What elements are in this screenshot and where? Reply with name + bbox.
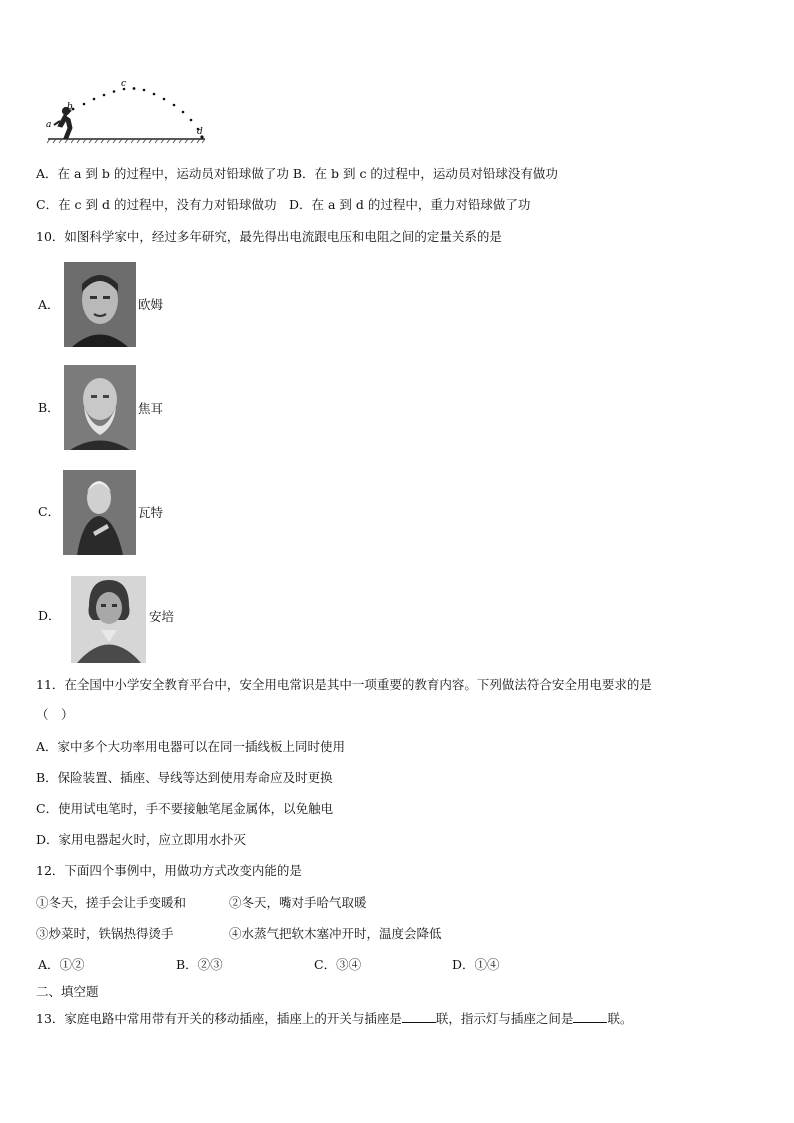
q10-stem: 10．如图科学家中，经过多年研究，最先得出电流跟电压和电阻之间的定量关系的是: [36, 229, 502, 244]
q10-option-b-name: 焦耳: [138, 401, 164, 416]
point-label-c: c: [121, 79, 127, 89]
q12-choice-d: D．①④: [452, 957, 500, 972]
q13-part-2: 联，指示灯与插座之间是: [435, 1011, 574, 1026]
q13-stem: [36, 1010, 632, 1028]
point-label-a: a: [46, 120, 52, 130]
q10-option-d-name: 安培: [149, 609, 175, 624]
q10-option-d-label: D．: [38, 608, 61, 623]
shot-put-trajectory-figure: [40, 76, 220, 148]
q12-choice-c: C．③④: [314, 957, 362, 972]
q10-option-c-name: 瓦特: [138, 505, 164, 520]
q13-part-3: 联。: [607, 1011, 633, 1026]
q12-choice-b: B．②③: [176, 957, 223, 972]
q11-stem: 11．在全国中小学安全教育平台中，安全用电常识是其中一项重要的教育内容。下列做法符合安全用电要求的是: [36, 677, 652, 692]
q11-option-d: D．家用电器起火时，应立即用水扑灭: [36, 832, 247, 847]
section-title-fill-in: 二、填空题: [36, 984, 99, 999]
q13-part-1: 13．家庭电路中常用带有开关的移动插座，插座上的开关与插座是: [36, 1011, 402, 1026]
portrait-ohm: [64, 262, 136, 347]
q9-options-row-1: A．在 a 到 b 的过程中，运动员对铅球做了功 B．在 b 到 c 的过程中，运动员对铅球没有做功: [36, 166, 558, 181]
q9-options-row-2: C．在 c 到 d 的过程中，没有力对铅球做功 D．在 a 到 d 的过程中，重力对铅球做了功: [36, 197, 531, 212]
q12-item-3: ③炒菜时，铁锅热得烫手: [36, 926, 174, 941]
q10-option-a-label: A．: [38, 297, 60, 312]
q12-choice-a: A．①②: [38, 957, 85, 972]
q11-option-b: B．保险装置、插座、导线等达到使用寿命应及时更换: [36, 770, 333, 785]
q10-option-b-label: B．: [38, 400, 60, 415]
portrait-ampere: [71, 576, 146, 663]
q10-option-a-name: 欧姆: [138, 297, 164, 312]
q11-answer-paren: （ ）: [36, 707, 74, 722]
q10-option-c-label: C．: [38, 504, 61, 519]
point-label-b: b: [67, 102, 73, 112]
point-label-d: d: [197, 127, 203, 137]
q13-blank-1[interactable]: [402, 1010, 436, 1023]
q12-item-4: ④水蒸气把软木塞冲开时，温度会降低: [229, 926, 442, 941]
q12-item-2: ②冬天，嘴对手哈气取暖: [229, 895, 367, 910]
q11-option-c: C．使用试电笔时，手不要接触笔尾金属体，以免触电: [36, 801, 334, 816]
portrait-watt: [63, 470, 136, 555]
portrait-joule: [64, 365, 136, 450]
q12-stem: 12．下面四个事例中，用做功方式改变内能的是: [36, 863, 302, 878]
q11-option-a: A．家中多个大功率用电器可以在同一插线板上同时使用: [36, 739, 346, 754]
q13-blank-2[interactable]: [573, 1010, 607, 1023]
trajectory-dots: [72, 87, 204, 139]
q12-item-1: ①冬天，搓手会让手变暖和: [36, 895, 187, 910]
